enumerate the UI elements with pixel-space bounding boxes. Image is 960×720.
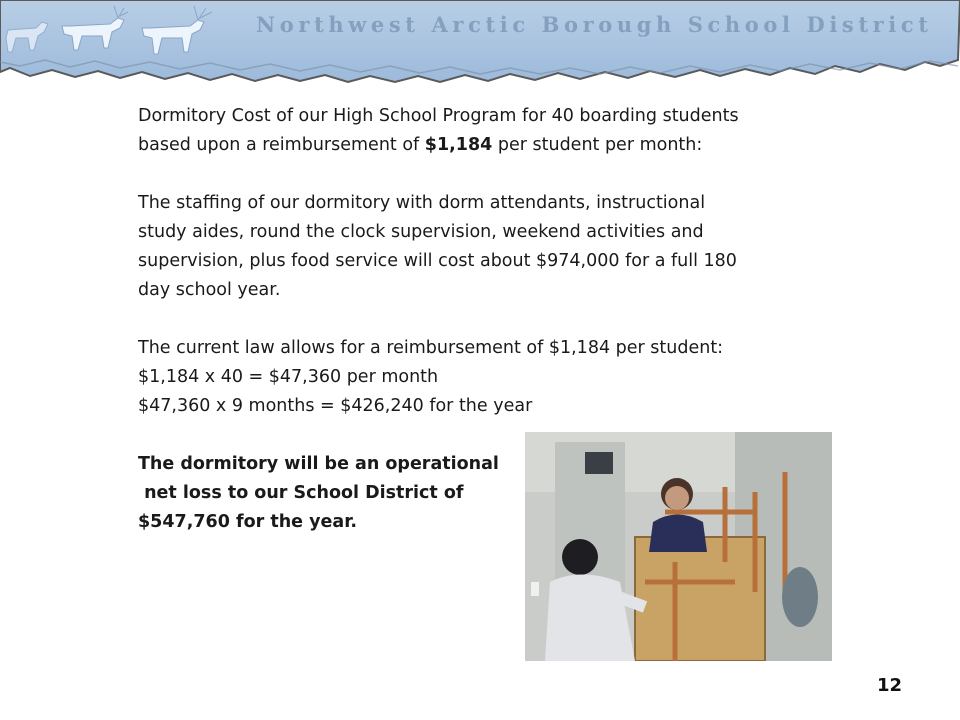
- staffing-line-3: supervision, plus food service will cost about $974,000 for a full 180: [138, 251, 737, 271]
- district-title: Northwest Arctic Borough School District: [256, 12, 933, 37]
- reimbursement-amount: $1,184: [424, 135, 493, 155]
- law-line-2: $1,184 x 40 = $47,360 per month: [138, 367, 439, 387]
- intro-line-2: [138, 131, 818, 160]
- law-line-1: The current law allows for a reimbursement of $1,184 per student:: [138, 338, 724, 358]
- intro-text-post: per student per month:: [492, 135, 703, 155]
- header-banner: [0, 0, 960, 84]
- conclusion-line-2: net loss to our School District of: [138, 483, 464, 503]
- conclusion-line-3: $547,760 for the year.: [138, 512, 357, 532]
- staffing-line-2: study aides, round the clock supervision, weekend activities and: [138, 222, 704, 242]
- students-plumbing-photo: [525, 432, 832, 661]
- conclusion-line-1: The dormitory will be an operational: [138, 454, 499, 474]
- page-number: 12: [876, 675, 902, 696]
- law-line-3: $47,360 x 9 months = $426,240 for the year: [138, 396, 533, 416]
- intro-line-1: Dormitory Cost of our High School Program for 40 boarding students: [138, 106, 739, 126]
- staffing-line-4: day school year.: [138, 280, 281, 300]
- intro-text-pre: based upon a reimbursement of: [138, 135, 425, 155]
- staffing-line-1: The staffing of our dormitory with dorm attendants, instructional: [138, 193, 706, 213]
